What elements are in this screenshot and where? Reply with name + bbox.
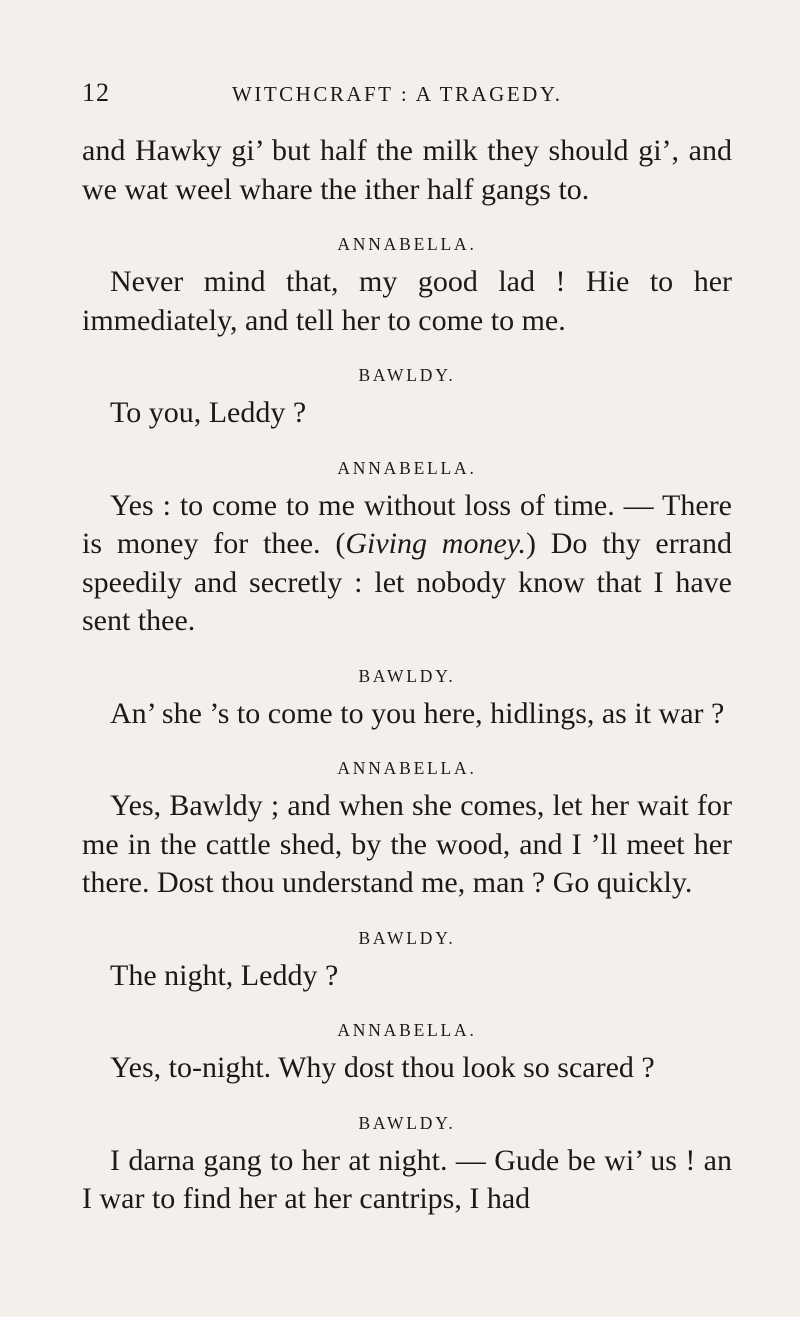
play-text — [82, 132, 732, 1219]
dialogue-paragraph: An’ she ’s to come to you here, hidlings, as it war ? — [110, 696, 725, 730]
speaker-name: BAWLDY. — [358, 665, 456, 686]
dialogue-paragraph: I darna gang to her at night. — Gude be wi’ us ! an I war to find her at her cantrips, I had — [82, 1143, 732, 1215]
dialogue-paragraph: Yes, Bawldy ; and when she comes, let her wait for me in the cattle shed, by the wood, and I ’ll meet her there. Dost thou understand me, man ? Go quickly. — [82, 789, 732, 899]
speaker-name: BAWLDY. — [358, 365, 456, 385]
book-page — [82, 78, 732, 1219]
running-head — [82, 78, 732, 118]
running-title: WITCHCRAFT : A TRAGEDY. — [232, 82, 563, 106]
dialogue-paragraph: and Hawky gi’ but half the milk they should gi’, and we wat weel whare the ither half gangs to. — [82, 134, 732, 206]
speaker-name: BAWLDY. — [358, 1112, 456, 1133]
page-number: 12 — [82, 78, 110, 107]
dialogue-paragraph: To you, Leddy ? — [110, 396, 307, 429]
dialogue-text: Yes : to come to me without loss of time. — There is money for thee. ( — [82, 488, 732, 560]
dialogue-paragraph: The night, Leddy ? — [110, 958, 339, 992]
speaker-name: ANNABELLA. — [337, 234, 477, 254]
speaker-name: ANNABELLA. — [337, 1020, 477, 1040]
dialogue-text: ) Do thy errand speedily and secretly : let nobody know that I have sent thee. — [82, 527, 732, 637]
dialogue-paragraph — [82, 487, 732, 641]
speaker-name: ANNABELLA. — [337, 457, 477, 478]
speaker-name: BAWLDY. — [358, 927, 456, 948]
dialogue-paragraph: Yes, to-night. Why dost thou look so scared ? — [110, 1051, 655, 1084]
dialogue-paragraph: Never mind that, my good lad ! Hie to her immediately, and tell her to come to me. — [82, 265, 732, 337]
speaker-name: ANNABELLA. — [337, 758, 477, 778]
stage-direction: Giving money. — [345, 527, 526, 560]
